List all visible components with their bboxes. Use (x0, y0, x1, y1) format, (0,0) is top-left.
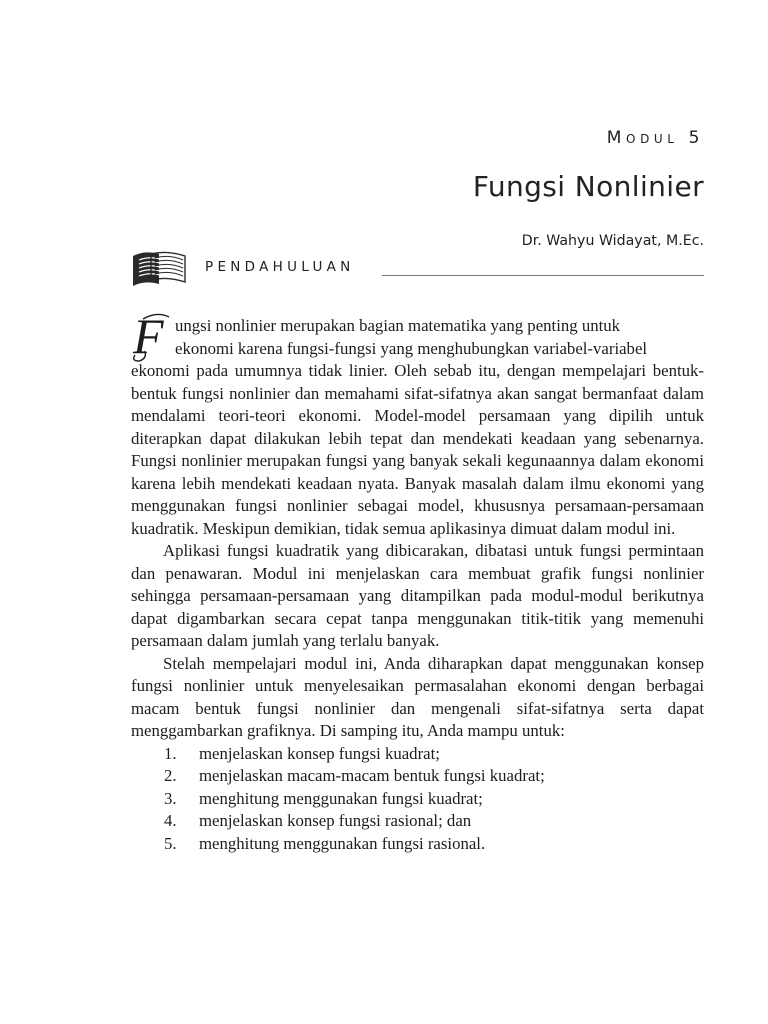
section-heading: PENDAHULUAN (205, 259, 355, 275)
page-title: Fungsi Nonlinier (472, 170, 704, 203)
svg-text:F: F (133, 311, 164, 363)
list-item: 2. menjelaskan macam-macam bentuk fungsi kuadrat; (164, 766, 545, 785)
paragraph-intro-rest: ekonomi pada umumnya tidak linier. Oleh sebab itu, dengan mempelajari bentuk-bentuk fungsi nonlinier dan memahami sifat-sifatnya akan sangat bermanfaat dalam mendalami teori-teori ekonomi. Model-model persamaan yang dipilih untuk diterapkan dapat dilakukan lebih tepat dan mendekati keadaan yang sebenarnya. Fungsi nonlinier merupakan fungsi yang banyak sekali kegunaannya dalam ekonomi karena lebih mendekati keadaan nyata. Banyak masalah dalam ilmu ekonomi yang menggunakan fungsi nonlinier sebagai model, khususnya persamaan-persamaan kuadratik. Meskipun demikian, tidak semua aplikasinya dimuat dalam modul ini. (131, 361, 704, 538)
objectives-list (131, 743, 704, 856)
list-item: 4. menjelaskan konsep fungsi rasional; dan (164, 811, 472, 830)
module-number: Modul 5 (606, 128, 704, 148)
book-pages-icon (131, 248, 187, 288)
paragraph-intro-line2: ekonomi karena fungsi-fungsi yang menghubungkan variabel-variabel (175, 338, 648, 358)
paragraph-objectives-intro: Stelah mempelajari modul ini, Anda diharapkan dapat menggunakan konsep fungsi nonlinier untuk menyelesaikan permasalahan ekonomi dengan berbagai macam bentuk fungsi nonlinier dan mengenali sifat-sifatnya serta dapat menggambarkan grafiknya. Di samping itu, Anda mampu untuk: (131, 653, 704, 740)
paragraph-intro (131, 311, 704, 540)
list-item: 3. menghitung menggunakan fungsi kuadrat; (164, 788, 483, 808)
paragraph-intro-line1: ungsi nonlinier merupakan bagian matematika yang penting untuk (175, 316, 621, 335)
author-name: Dr. Wahyu Widayat, M.Ec. (521, 233, 704, 249)
dropcap-f (129, 311, 171, 363)
list-item: 5. menghitung menggunakan fungsi rasional. (164, 833, 486, 853)
section-divider (382, 275, 704, 276)
paragraph-application: Aplikasi fungsi kuadratik yang dibicarakan, dibatasi untuk fungsi permintaan dan penawaran. Modul ini menjelaskan cara membuat grafik fungsi nonlinier sehingga persamaan-persamaan yang ditampilkan pada modul-modul berikutnya dapat digambarkan secara cepat tanpa menggunakan titik-titik yang memenuhi persamaan dalam jumlah yang terlalu banyak. (131, 541, 704, 650)
list-item: 1. menjelaskan konsep fungsi kuadrat; (164, 743, 440, 763)
body-text (131, 311, 704, 855)
